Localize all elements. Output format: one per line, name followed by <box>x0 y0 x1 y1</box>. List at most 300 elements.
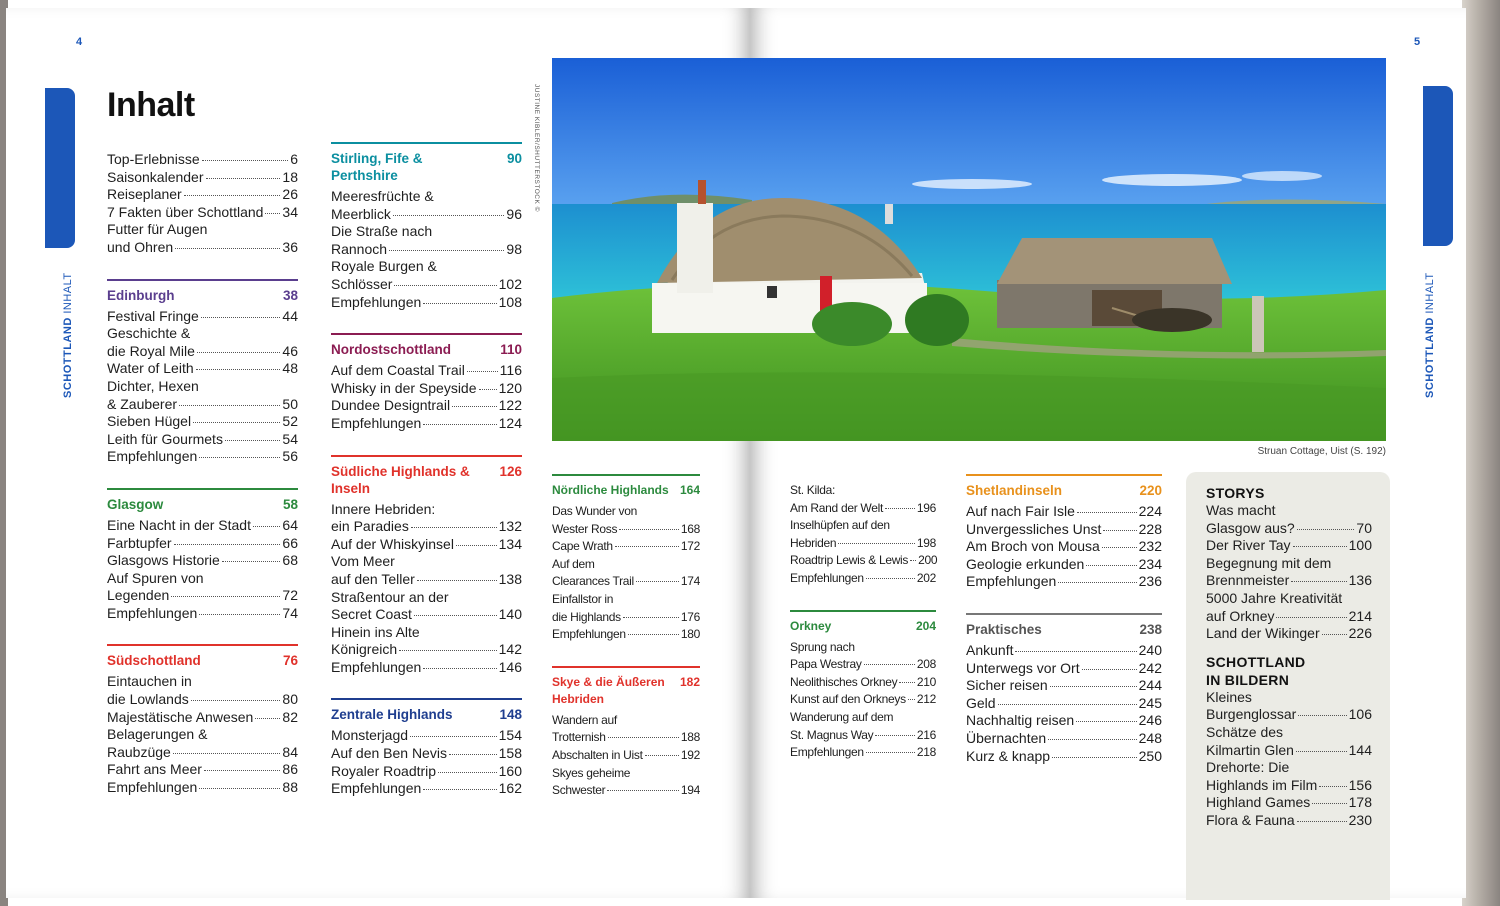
leader-dots <box>201 317 281 318</box>
leader-dots <box>1048 739 1136 740</box>
toc-entry-page: 246 <box>1138 712 1162 729</box>
toc-section-praktisches <box>966 613 1162 765</box>
leader-dots <box>1312 803 1346 804</box>
toc-entry <box>790 656 936 674</box>
section-title: Edinburgh <box>107 287 175 303</box>
toc-entry-pretext: Sprung nach <box>790 639 855 654</box>
toc-entry-page: 226 <box>1348 625 1372 642</box>
toc-entry <box>331 536 522 554</box>
toc-entry <box>966 730 1162 748</box>
toc-entry-page: 198 <box>916 535 936 550</box>
toc-entry <box>552 782 700 800</box>
toc-entry-page: 250 <box>1138 747 1162 764</box>
toc-column-1 <box>107 151 298 819</box>
toc-entry <box>1206 572 1372 590</box>
toc-entry-pretext: Einfallstor in <box>552 591 614 606</box>
section-title: Nördliche Highlands <box>552 483 669 497</box>
toc-entry <box>331 571 522 589</box>
toc-entry <box>107 744 298 762</box>
toc-entry-label: Clearances Trail <box>552 574 634 589</box>
leader-dots <box>202 160 289 161</box>
toc-entry-label: Auf nach Fair Isle <box>966 503 1075 519</box>
toc-entry <box>1206 706 1372 724</box>
toc-entry <box>331 727 522 745</box>
toc-entry-pretext: 5000 Jahre Kreativität <box>1206 589 1343 606</box>
toc-entry <box>1206 537 1372 555</box>
toc-section-suedliche-highlands <box>331 455 522 677</box>
toc-entry-label: Schlösser <box>331 275 393 292</box>
section-header <box>107 496 298 513</box>
toc-entry-label: Glasgows Historie <box>107 552 220 569</box>
toc-entry-page: 136 <box>1348 572 1372 589</box>
leader-dots <box>1319 786 1346 787</box>
toc-entry <box>966 660 1162 678</box>
toc-entry-pretext: Auf dem <box>552 556 595 571</box>
toc-entry-page: 228 <box>1138 520 1162 537</box>
section-title: Orkney <box>790 618 832 633</box>
section-header <box>107 652 298 669</box>
toc-entry-pretext: Eintauchen in <box>107 673 192 690</box>
toc-entry-label: Trotternish <box>552 730 606 745</box>
toc-entry-pretext: Wanderung auf dem <box>790 709 894 724</box>
toc-entry-page: 244 <box>1138 677 1162 694</box>
section-title: Zentrale Highlands <box>331 707 453 723</box>
section-page: 110 <box>500 342 522 358</box>
toc-entry-label: Empfehlungen <box>790 570 864 585</box>
leader-dots <box>866 752 915 753</box>
toc-entry <box>107 535 298 553</box>
toc-entry-label: Neolithisches Orkney <box>790 674 898 689</box>
toc-entry-pretext: Straßentour an der <box>331 588 449 605</box>
section-page: 164 <box>679 483 700 497</box>
toc-entry <box>790 552 936 570</box>
toc-entry-page: 192 <box>680 747 700 762</box>
toc-entry-label: Glasgow aus? <box>1206 519 1295 536</box>
toc-entry <box>107 343 298 361</box>
toc-entry <box>790 570 936 588</box>
page-title: Inhalt <box>107 86 195 124</box>
toc-column-2 <box>331 142 522 820</box>
leader-dots <box>452 406 497 407</box>
toc-entry <box>966 503 1162 521</box>
toc-entry-page: 176 <box>680 609 700 624</box>
leader-dots <box>423 668 496 669</box>
toc-entry-page: 86 <box>282 761 298 778</box>
toc-entry-page: 66 <box>282 534 298 551</box>
toc-entry <box>107 413 298 431</box>
toc-entry <box>107 761 298 779</box>
toc-entry <box>790 674 936 692</box>
toc-entry <box>107 360 298 378</box>
leader-dots <box>423 424 496 425</box>
leader-dots <box>199 614 280 615</box>
toc-entry-page: 98 <box>506 240 522 257</box>
leader-dots <box>423 789 496 790</box>
cottage-illustration <box>552 58 1386 441</box>
toc-entry-label: Empfehlungen <box>552 627 626 642</box>
toc-entry <box>966 556 1162 574</box>
toc-entry-label: Highlands im Film <box>1206 776 1318 793</box>
toc-entry <box>966 748 1162 766</box>
toc-entry-page: 36 <box>282 238 298 255</box>
toc-entry-page: 162 <box>498 780 522 797</box>
toc-entry-page: 142 <box>498 641 522 658</box>
leader-dots <box>1086 565 1136 566</box>
toc-entry-label: Highland Games <box>1206 794 1311 811</box>
section-header <box>331 463 522 497</box>
leader-dots <box>414 615 497 616</box>
toc-entry-label: Empfehlungen <box>107 779 198 796</box>
leader-dots <box>171 596 280 597</box>
toc-entry-page: 122 <box>498 397 522 414</box>
toc-entry-pretext: St. Kilda: <box>790 483 836 497</box>
toc-entry-label: Wester Ross <box>552 521 618 536</box>
toc-entry-page: 100 <box>1348 537 1372 554</box>
toc-entry-label: die Royal Mile <box>107 342 195 359</box>
leader-dots <box>998 704 1137 705</box>
toc-entry-label: Whisky in der Speyside <box>331 379 477 396</box>
toc-entry-label: Cape Wrath <box>552 539 613 554</box>
toc-entry-page: 210 <box>916 674 936 689</box>
toc-entry-label: Papa Westray <box>790 657 862 672</box>
leader-dots <box>1276 617 1346 618</box>
toc-entry-label: Unterwegs vor Ort <box>966 659 1080 676</box>
toc-entry-page: 224 <box>1138 503 1162 519</box>
toc-entry-label: Meerblick <box>331 205 391 222</box>
section-title: Südliche Highlands & Inseln <box>331 463 470 496</box>
toc-entry-label: und Ohren <box>107 238 174 255</box>
leader-dots <box>908 699 915 700</box>
toc-entry <box>552 573 700 591</box>
leader-dots <box>175 248 280 249</box>
leader-dots <box>399 650 496 651</box>
toc-entry-page: 74 <box>282 604 298 621</box>
toc-entry-label: Kurz & knapp <box>966 747 1051 764</box>
toc-entry-label: auf den Teller <box>331 570 415 587</box>
leader-dots <box>1297 821 1347 822</box>
toc-entry-label: St. Magnus Way <box>790 727 874 742</box>
toc-entry-page: 44 <box>282 307 298 324</box>
leader-dots <box>607 790 679 791</box>
toc-entry-label: Reiseplaner <box>107 186 182 203</box>
leader-dots <box>193 422 280 423</box>
toc-entry-label: Leith für Gourmets <box>107 430 223 447</box>
toc-entry-page: 208 <box>916 657 936 672</box>
toc-entry-label: Brennmeister <box>1206 572 1290 589</box>
toc-entry-label: Auf der Whiskyinsel <box>331 535 454 552</box>
toc-entry-page: 168 <box>680 521 700 536</box>
toc-entry-label: Water of Leith <box>107 360 194 377</box>
side-label-right <box>1424 272 1436 398</box>
toc-entry <box>1206 794 1372 812</box>
toc-entry-label: Dundee Designtrail <box>331 397 451 414</box>
toc-entry <box>107 709 298 727</box>
toc-entry <box>331 397 522 415</box>
toc-entry-label: Schwester <box>552 783 606 798</box>
leader-dots <box>1082 669 1137 670</box>
toc-entry-page: 102 <box>498 275 522 292</box>
leader-dots <box>191 700 281 701</box>
toc-entry-page: 18 <box>282 168 298 185</box>
toc-entry-label: Empfehlungen <box>107 604 198 621</box>
toc-entry-label: Raubzüge <box>107 743 171 760</box>
toc-entry-page: 174 <box>680 574 700 589</box>
toc-entry <box>331 606 522 624</box>
toc-entry-label: Geologie erkunden <box>966 555 1085 572</box>
toc-entry <box>331 276 522 294</box>
toc-entry-pretext: Auf Spuren von <box>107 569 204 586</box>
section-header <box>331 150 522 184</box>
leader-dots <box>225 440 280 441</box>
toc-entry-page: 242 <box>1138 659 1162 676</box>
toc-entry-page: 84 <box>282 743 298 760</box>
toc-section-skye <box>552 666 700 800</box>
leader-dots <box>411 527 497 528</box>
toc-entry-pretext: Die Straße nach <box>331 223 433 240</box>
toc-entry <box>966 642 1162 660</box>
toc-entry-label: Saisonkalender <box>107 168 204 185</box>
toc-entry-pretext: Dichter, Hexen <box>107 377 199 394</box>
toc-entry-page: 178 <box>1348 794 1372 811</box>
section-page: 204 <box>915 618 936 633</box>
toc-entry <box>790 727 936 745</box>
leader-dots <box>410 736 497 737</box>
toc-entry-page: 180 <box>680 627 700 642</box>
toc-entry-pretext: Wandern auf <box>552 712 617 727</box>
toc-entry <box>1206 812 1372 830</box>
leader-dots <box>628 634 679 635</box>
toc-entry-page: 138 <box>498 570 522 587</box>
toc-entry-pretext: Das Wunder von <box>552 504 637 518</box>
toc-section-shetland <box>966 474 1162 591</box>
toc-entry <box>107 605 298 623</box>
stories-list <box>1206 502 1372 643</box>
toc-entry-page: 34 <box>282 203 298 220</box>
toc-entry-label: Secret Coast <box>331 606 412 623</box>
toc-entry-page: 48 <box>282 360 298 377</box>
toc-entry-pretext: Geschichte & <box>107 325 191 342</box>
toc-entry <box>331 659 522 677</box>
toc-entry-label: Flora & Fauna <box>1206 811 1295 828</box>
toc-entry-label: Königreich <box>331 641 398 658</box>
section-page: 58 <box>282 496 298 512</box>
toc-entry-label: Empfehlungen <box>331 780 422 797</box>
toc-entry <box>966 521 1162 539</box>
toc-entry-label: Ankunft <box>966 641 1014 658</box>
leader-dots <box>1015 651 1136 652</box>
section-page: 182 <box>679 674 700 689</box>
toc-entry-pretext: Vom Meer <box>331 553 395 570</box>
toc-column-4 <box>790 482 936 784</box>
toc-entry-page: 26 <box>282 186 298 203</box>
toc-entry <box>1206 608 1372 626</box>
leader-dots <box>615 546 679 547</box>
toc-section-orkney <box>790 610 936 762</box>
leader-dots <box>255 718 280 719</box>
toc-entry-label: Übernachten <box>966 729 1047 746</box>
leader-dots <box>866 578 915 579</box>
toc-entry <box>1206 625 1372 643</box>
toc-entry-pretext: Belagerungen & <box>107 726 208 743</box>
right-page-edge <box>1462 0 1500 906</box>
leader-dots <box>1102 547 1137 548</box>
toc-entry <box>966 573 1162 591</box>
leader-dots <box>1103 530 1136 531</box>
toc-entry-pretext: Futter für Augen <box>107 221 208 238</box>
cottage-photo <box>552 58 1386 441</box>
toc-entry-pretext: Skyes geheime <box>552 765 631 780</box>
toc-entry <box>331 206 522 224</box>
toc-entry <box>966 538 1162 556</box>
leader-dots <box>885 508 915 509</box>
toc-entry <box>552 609 700 627</box>
leader-dots <box>636 581 679 582</box>
toc-entry-page: 108 <box>498 293 522 310</box>
section-title: Praktisches <box>966 621 1042 637</box>
toc-entry-label: Am Rand der Welt <box>790 500 884 515</box>
leader-dots <box>1076 721 1136 722</box>
toc-entry-page: 106 <box>1348 706 1372 723</box>
photo-caption: Struan Cottage, Uist (S. 192) <box>1257 446 1386 457</box>
toc-entry-label: Nachhaltig reisen <box>966 712 1075 729</box>
toc-entry-label: Empfehlungen <box>790 745 864 760</box>
toc-entry <box>790 500 936 518</box>
leader-dots <box>184 195 281 196</box>
section-header <box>331 706 522 723</box>
toc-entry-label: Abschalten in Uist <box>552 747 643 762</box>
leader-dots <box>204 770 280 771</box>
toc-entry-page: 96 <box>506 205 522 222</box>
toc-entry-page: 194 <box>680 783 700 798</box>
toc-entry-page: 212 <box>916 692 936 707</box>
toc-entry <box>1206 520 1372 538</box>
toc-entry <box>107 552 298 570</box>
toc-entry <box>107 186 298 204</box>
leader-dots <box>1052 757 1137 758</box>
toc-entry-label: Kunst auf den Orkneys <box>790 692 906 707</box>
section-title: Glasgow <box>107 496 164 512</box>
toc-entry <box>552 626 700 644</box>
toc-entry-label: Sieben Hügel <box>107 413 192 430</box>
toc-entry-label: Legenden <box>107 587 170 604</box>
toc-entry-label: Auf den Ben Nevis <box>331 745 447 762</box>
side-label-bold: SCHOTTLAND <box>1424 317 1436 398</box>
toc-entry <box>966 677 1162 695</box>
toc-entry <box>107 448 298 466</box>
toc-section-noerdliche-highlands <box>552 474 700 644</box>
leader-dots <box>1058 582 1136 583</box>
leader-dots <box>222 561 281 562</box>
toc-entry <box>107 691 298 709</box>
section-header <box>790 618 936 635</box>
leader-dots <box>199 788 280 789</box>
toc-entry-page: 70 <box>1356 519 1372 536</box>
leader-dots <box>875 735 914 736</box>
toc-entry-label: Empfehlungen <box>107 448 198 465</box>
toc-entry-page: 50 <box>282 395 298 412</box>
toc-entry <box>107 169 298 187</box>
toc-entry-page: 218 <box>916 745 936 760</box>
toc-entry-label: Majestätische Anwesen <box>107 708 254 725</box>
toc-entry <box>1206 777 1372 795</box>
toc-entry-page: 232 <box>1138 538 1162 555</box>
section-header <box>107 287 298 304</box>
stories-column <box>1206 484 1372 830</box>
toc-entry <box>552 747 700 765</box>
toc-section-skye-continued <box>790 482 936 588</box>
leader-dots <box>608 737 679 738</box>
toc-entry-page: 158 <box>498 745 522 762</box>
toc-entry-label: Roadtrip Lewis & Lewis <box>790 553 909 568</box>
toc-entry-label: Burgenglossar <box>1206 706 1297 723</box>
section-page: 126 <box>499 463 522 479</box>
toc-entry-label: Empfehlungen <box>966 573 1057 590</box>
toc-entry-page: 216 <box>916 727 936 742</box>
leader-dots <box>619 529 679 530</box>
toc-entry-page: 146 <box>498 658 522 675</box>
toc-entry-label: Land der Wikinger <box>1206 625 1320 642</box>
toc-entry <box>790 744 936 762</box>
leader-dots <box>174 544 281 545</box>
leader-dots <box>1077 512 1137 513</box>
toc-entry-pretext: Royale Burgen & <box>331 258 437 275</box>
toc-entry-page: 120 <box>498 379 522 396</box>
side-label-bold: SCHOTTLAND <box>62 317 74 398</box>
page-number-left: 4 <box>76 36 83 48</box>
toc-entry-label: Am Broch von Mousa <box>966 538 1100 555</box>
toc-column-5 <box>966 474 1162 787</box>
toc-entry <box>552 729 700 747</box>
toc-entry-page: 140 <box>498 606 522 623</box>
leader-dots <box>389 250 504 251</box>
toc-entry-label: Fahrt ans Meer <box>107 761 202 778</box>
toc-entry-pretext: Meeresfrüchte & <box>331 188 434 204</box>
toc-entry <box>552 521 700 539</box>
toc-entry-page: 240 <box>1138 641 1162 658</box>
toc-entry-label: Rannoch <box>331 240 388 257</box>
leader-dots <box>623 617 679 618</box>
toc-entry-label: Farbtupfer <box>107 534 172 551</box>
toc-entry-page: 230 <box>1348 811 1372 828</box>
bilder-title-1: SCHOTTLAND <box>1206 653 1306 670</box>
toc-entry-label: Festival Fringe <box>107 307 199 324</box>
section-page: 90 <box>506 151 522 166</box>
section-page: 148 <box>499 707 522 723</box>
side-label-thin: INHALT <box>1424 272 1436 314</box>
toc-entry <box>107 308 298 326</box>
toc-entry <box>331 641 522 659</box>
leader-dots <box>1298 715 1346 716</box>
section-header <box>331 341 522 358</box>
leader-dots <box>438 772 497 773</box>
toc-entry <box>331 415 522 433</box>
toc-entry-page: 154 <box>498 727 522 744</box>
leader-dots <box>1050 686 1137 687</box>
section-page: 238 <box>1139 621 1162 637</box>
toc-entry <box>107 204 298 222</box>
toc-entry <box>790 691 936 709</box>
toc-entry <box>331 745 522 763</box>
toc-section-intro <box>107 151 298 257</box>
leader-dots <box>253 526 280 527</box>
toc-entry-label: Top-Erlebnisse <box>107 151 200 167</box>
toc-entry-pretext: Begegnung mit dem <box>1206 554 1332 571</box>
leader-dots <box>1296 751 1347 752</box>
toc-entry <box>107 239 298 257</box>
leader-dots <box>1291 581 1346 582</box>
leader-dots <box>449 754 497 755</box>
toc-entry <box>107 396 298 414</box>
